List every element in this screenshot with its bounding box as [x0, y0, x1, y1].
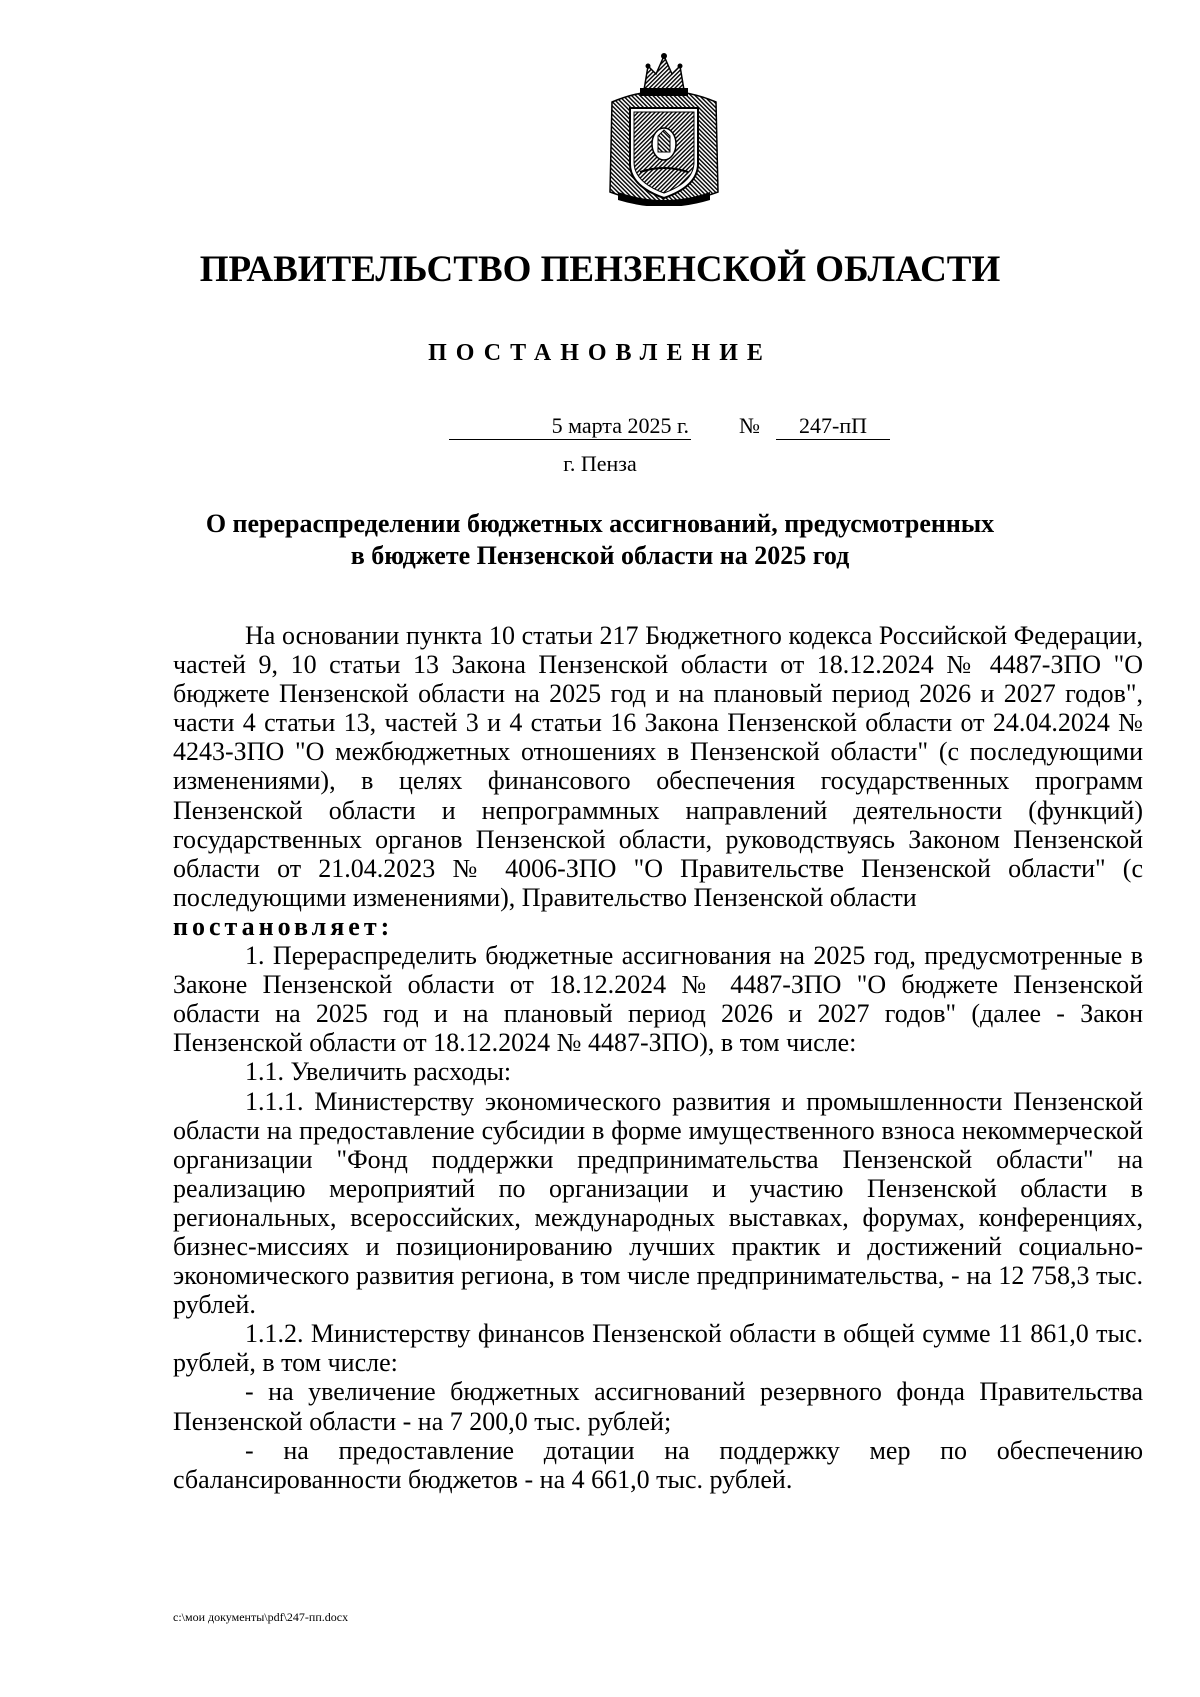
document-city: г. Пенза	[563, 451, 637, 476]
decree-keyword-paragraph	[173, 912, 1143, 941]
document-type: ПОСТАНОВЛЕНИЕ	[428, 340, 772, 366]
item-1-1-paragraph: 1.1. Увеличить расходы:	[245, 1057, 512, 1087]
preamble-paragraph: На основании пункта 10 статьи 217 Бюджетного кодекса Российской Федерации, частей 9, 10 статьи 13 Закона Пензенской области от 18.12.2024 № 4487-ЗПО "О бюджете Пензенской области на 2025 год и на плановый период 2026 и 2027 годов", части 4 статьи 13, частей 3 и 4 статьи 16 Закона Пензенской области от 24.04.2024 № 4243-ЗПО "О межбюджетных отношениях в Пензенской области" (с последующими изменениями), в целях финансового обеспечения государственных программ Пензенской области и непрограммных направлений деятельности (функций) государственных органов Пензенской области, руководствуясь Законом Пензенской области от 21.04.2023 № 4006-ЗПО "О Правительстве Пензенской области" (с последующими изменениями), Правительство Пензенской области	[173, 621, 1143, 912]
item-1-1-2-paragraph: 1.1.2. Министерству финансов Пензенской области в общей сумме 11 861,0 тыс. рублей, в том числе:	[173, 1319, 1143, 1378]
bullet-subsidy: - на предоставление дотации на поддержку мер по обеспечению сбалансированности бюджетов - на 4 661,0 тыс. рублей.	[173, 1435, 1143, 1494]
item-1-paragraph: 1. Перераспределить бюджетные ассигнования на 2025 год, предусмотренные в Законе Пензенской области от 18.12.2024 № 4487-ЗПО "О бюджете Пензенской области на 2025 год и на плановый период 2026 и 2027 годов" (далее - Закон Пензенской области от 18.12.2024 № 4487-ЗПО), в том числе:	[173, 941, 1143, 1058]
number-sign: №	[739, 413, 760, 438]
document-body	[173, 621, 1143, 1494]
item-1-1-1-paragraph: 1.1.1. Министерству экономического развития и промышленности Пензенской области на предоставление субсидии в форме имущественного взноса некоммерческой организации "Фонд поддержки предпринимательства Пензенской области" на реализацию мероприятий по организации и участию Пензенской области в региональных, всероссийских, международных выставках, форумах, конференциях, бизнес-миссиях и позиционированию лучших практик и достижений социально-экономического развития региона, в том числе предпринимательства, - на 12 758,3 тыс. рублей.	[173, 1086, 1143, 1320]
government-title: ПРАВИТЕЛЬСТВО ПЕНЗЕНСКОЙ ОБЛАСТИ	[199, 249, 1001, 290]
document-subject	[0, 508, 1200, 572]
file-path-footer: c:\мои документы\pdf\247-пп.docx	[173, 1610, 349, 1624]
subject-line-1: О перераспределении бюджетных ассигнований, предусмотренных	[205, 509, 995, 538]
coat-of-arms-icon	[604, 52, 724, 206]
subject-line-2: в бюджете Пензенской области на 2025 год	[350, 541, 850, 570]
document-number: 247-пП	[776, 412, 890, 440]
bullet-reserve-fund: - на увеличение бюджетных ассигнований резервного фонда Правительства Пензенской области - на 7 200,0 тыс. рублей;	[173, 1377, 1143, 1436]
decree-keyword: постановляет:	[173, 911, 394, 941]
document-date: 5 марта 2025 г.	[449, 412, 691, 440]
